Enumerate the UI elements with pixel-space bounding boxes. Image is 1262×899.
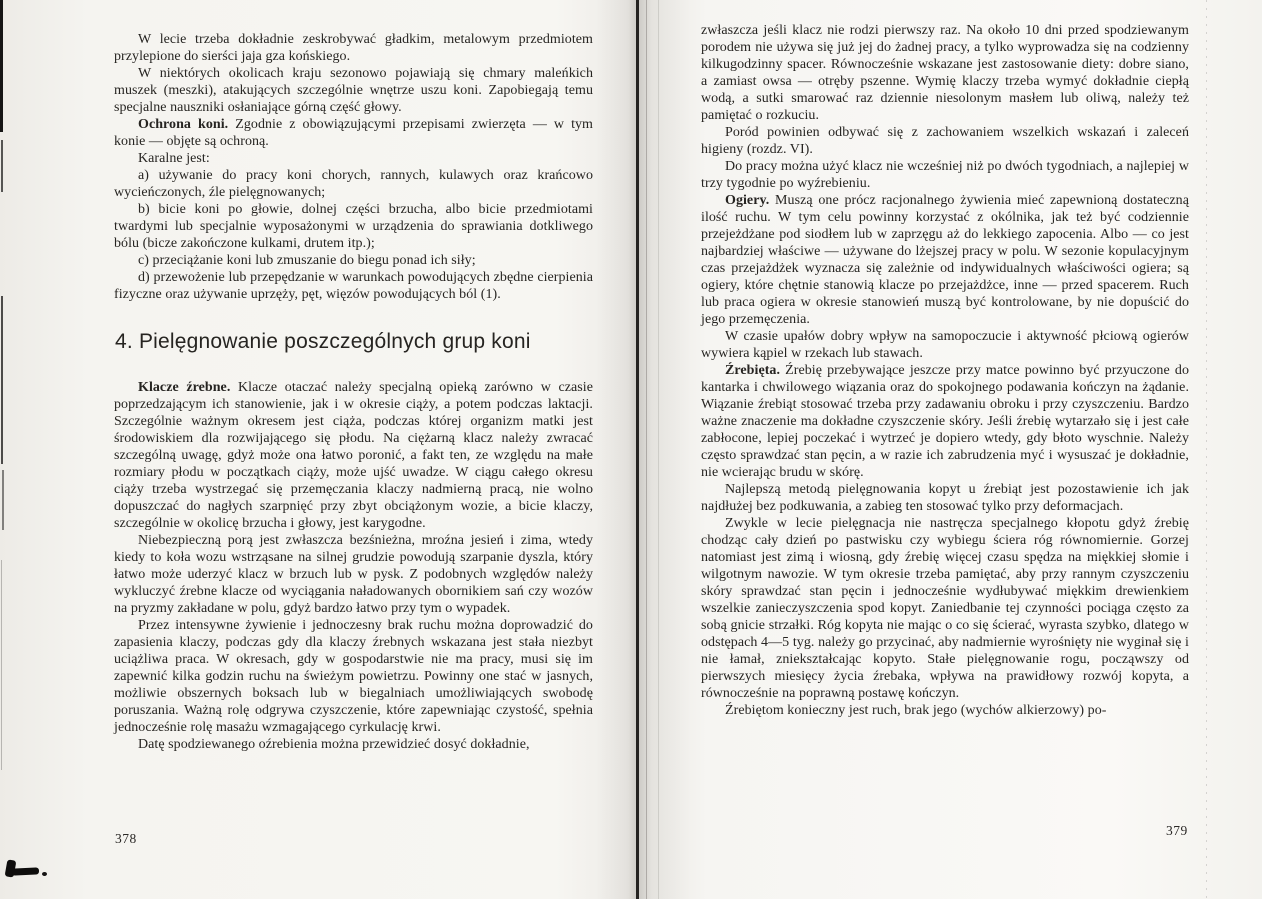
paragraph-text: Niebezpieczną porą jest zwłaszcza bezśnieżna, mroźna jesień i zima, wtedy kiedy to koła wozu wstrząsane na silnej grudzie powodują szarpanie dyszla, który łatwo może uderzyć klacz w brzuch lub w pysk. Z podobnych względów należy wykluczyć źrebne klacze od wyciągania naładowanych obornikiem sań czy wozów na pryzmy zakładane w polu, gdyż bardzo łatwo przy tym o wypadek. bbox=[114, 533, 593, 616]
paragraph-text: a) używanie do pracy koni chorych, rannych, kulawych oraz krańcowo wycieńczonych, źle pielęgnowanych; bbox=[114, 168, 593, 200]
paragraph-list-item-b bbox=[114, 201, 593, 252]
paragraph-text: b) bicie koni po głowie, dolnej części brzucha, albo bicie przedmiotami twardymi lub specjalnie wyposażonymi w urządzenia do sprawiania dotkliwego bólu (bicze zakończone kulkami, drutem itp.); bbox=[114, 202, 593, 251]
paragraph bbox=[114, 379, 593, 532]
paragraph-text: Źrebię przebywające jeszcze przy matce powinno być przyuczone do kantarka i chwilowego wiązania oraz do spokojnego podawania kończyn na żądanie. Wiązanie źrebiąt stosować trzeba przy zadawaniu obroku i przy czyszczeniu. Bardzo ważne znaczenie ma dokładne czyszczenie skóry. Jeśli źrebię wytarzało się i jest całe zabłocone, lepiej poczekać i wytrzeć je dopiero wtedy, gdy błoto wyschnie. Należy często sprawdzać stan pęcin, a w razie ich zabrudzenia myć i wysuszać je dokładnie, nie wcierając brudu w skórę. bbox=[701, 363, 1189, 480]
paragraph-list-item-d bbox=[114, 269, 593, 303]
paragraph-text: Najlepszą metodą pielęgnowania kopyt u źrebiąt jest pozostawienie ich jak najdłużej bez podkuwania, a zabieg ten stosować tylko przy deformacjach. bbox=[701, 482, 1189, 514]
paragraph bbox=[701, 702, 1189, 719]
right-page bbox=[701, 22, 1189, 719]
paragraph-text: Przez intensywne żywienie i jednoczesny brak ruchu można doprowadzić do zapasienia klaczy, podczas gdy dla klaczy źrebnych wskazana jest stała niezbyt uciążliwa praca. W okresach, gdy w gospodarstwie nie ma pracy, musi się im zapewnić kilka godzin ruchu na świeżym powietrzu. Powinny one stać w jasnych, możliwie obszernych boksach lub w biegalniach umożliwiających swobodę poruszania. Ważną rolę odgrywa czyszczenie, które zapewniając czystość, spełnia jednocześnie rolę masażu wzmagającego cyrkulację krwi. bbox=[114, 618, 593, 735]
book-gutter-line bbox=[658, 0, 659, 899]
paragraph bbox=[701, 124, 1189, 158]
paragraph-text: zwłaszcza jeśli klacz nie rodzi pierwszy raz. Na około 10 dni przed spodziewanym porodem nie używa się już jej do żadnej pracy, a tylko wyprowadza się na codzienny kilkugodzinny spacer. Równocześnie wskazane jest zastosowanie diety: dobre siano, a zamiast owsa — otręby pszenne. Wymię klaczy trzeba wymyć dokładnie ciepłą wodą, a sutki smarować raz dziennie niesolonym masłem lub oliwą, należy też pamiętać o rozkuciu. bbox=[701, 23, 1189, 123]
section-heading: 4. Pielęgnowanie poszczególnych grup koni bbox=[115, 330, 531, 353]
paragraph-text: Do pracy można użyć klacz nie wcześniej niż po dwóch tygodniach, a najlepiej w trzy tygodnie po wyźrebieniu. bbox=[701, 159, 1189, 191]
paragraph bbox=[701, 158, 1189, 192]
paragraph bbox=[114, 532, 593, 617]
book-gutter-shadow bbox=[596, 0, 692, 899]
paragraph bbox=[114, 150, 593, 167]
paragraph-lead: Ogiery. bbox=[725, 193, 770, 208]
paragraph bbox=[701, 362, 1189, 481]
book-gutter-line bbox=[636, 0, 639, 899]
paragraph-text: Źrebiętom konieczny jest ruch, brak jego (wychów alkierzowy) po- bbox=[725, 703, 1107, 718]
paragraph-text: Muszą one prócz racjonalnego żywienia mieć zapewnioną dostateczną ilość ruchu. W tym celu powinny korzystać z okólnika, jak też być codziennie przejeżdżane pod siodłem lub w zaprzęgu aż do lekkiego zapocenia. Albo — co jest najbardziej właściwe — używane do lżejszej pracy w polu. W sezonie kopulacyjnym czas przejażdżek wyznacza się zależnie od indywidualnych właściwości ogiera; są ogiery, które chętnie stanowią klacze po przejażdżce, inne — przed spacerem. Ruch lub praca ogiera w okresie stanowień muszą być kontrolowane, by nie dopuścić do jego przemęczenia. bbox=[701, 193, 1189, 327]
paragraph-text: Zwykle w lecie pielęgnacja nie nastręcza specjalnego kłopotu gdyż źrebię chodząc cały dzień po pastwisku czy wybiegu ściera róg równomiernie. Gorzej natomiast jest zimą i wiosną, gdy źrebię więcej czasu spędza na miękkiej słomie i wilgotnym nawozie. W tym okresie trzeba pamiętać, aby przy rannym czyszczeniu skóry sprawdzać stan pęcin i jednocześnie wydłubywać miękkim drewienkiem wszelkie zanieczyszczenia spod kopyt. Zaniedbanie tej czynności pociąga często za sobą gnicie strzałki. Róg kopyta nie mając o co się ścierać, wyrasta szybko, dlatego w odstępach 4—5 tyg. należy go przycinać, aby nadmiernie wyrośnięty nie wyginał się i nie łamał, zniekształcając kopyto. Stałe pielęgnowanie rogu, począwszy od pierwszych miesięcy życia źrebaka, wpływa na prawidłowy rozwój kopyta, a równocześnie na poprawną postawę kończyn. bbox=[701, 516, 1189, 701]
scan-edge-artifact bbox=[0, 0, 2, 88]
paragraph-text: Poród powinien odbywać się z zachowaniem wszelkich wskazań i zaleceń higieny (rozdz. VI). bbox=[701, 125, 1189, 157]
scan-edge-artifact bbox=[2, 470, 4, 530]
paragraph bbox=[114, 116, 593, 150]
scan-corner-mark bbox=[12, 867, 39, 875]
paragraph-text: d) przewożenie lub przepędzanie w warunkach powodujących zbędne cierpienia fizyczne oraz używanie uprzęży, pęt, więzów powodujących ból (1). bbox=[114, 270, 593, 302]
scan-edge-artifact bbox=[1, 296, 3, 464]
paragraph bbox=[701, 192, 1189, 328]
scan-edge-artifact bbox=[1, 560, 2, 770]
scan-corner-mark bbox=[42, 872, 47, 876]
paragraph bbox=[114, 617, 593, 736]
paragraph bbox=[701, 481, 1189, 515]
paragraph-text: W czasie upałów dobry wpływ na samopoczucie i aktywność płciową ogierów wywiera kąpiel w rzekach lub stawach. bbox=[701, 329, 1189, 361]
paragraph bbox=[701, 328, 1189, 362]
paragraph-text: W lecie trzeba dokładnie zeskrobywać gładkim, metalowym przedmiotem przylepione do sierści jaja gza końskiego. bbox=[114, 32, 593, 64]
paragraph bbox=[114, 736, 593, 753]
paragraph-text: Klacze otaczać należy specjalną opieką zarówno w czasie poprzedzającym ich stanowienie, jak i w okresie ciąży, a potem podczas laktacji. Szczególnie ważnym okresem jest ciąża, podczas której organizm matki jest środowiskiem dla rozwijającego się płodu. Na ciężarną klacz należy zwracać szczególną uwagę, gdyż może ona łatwo poronić, a fakt ten, ze względu na małe rozmiary płodu w początkach ciąży, może ujść uwadze. W ciągu całego okresu ciąży trzeba wystrzegać się przemęczania klaczy nadmierną pracą, nie wolno dopuszczać do nagłych szarpnięć przy zbyt obciążonym wozie, a bicie klaczy, szczególnie w okolicę brzucha i głowy, jest karygodne. bbox=[114, 380, 593, 531]
paragraph-text: Karalne jest: bbox=[138, 151, 210, 166]
page-number-right: 379 bbox=[1166, 823, 1188, 838]
paragraph-lead: Klacze źrebne. bbox=[138, 380, 231, 395]
paragraph-lead: Ochrona koni. bbox=[138, 117, 229, 132]
paragraph bbox=[114, 31, 593, 65]
paragraph-lead: Źrebięta. bbox=[725, 363, 781, 378]
paragraph-text: W niektórych okolicach kraju sezonowo pojawiają się chmary maleńkich muszek (meszki), atakujących szczególnie wnętrze uszu koni. Zapobiegają temu specjalne nauszniki osłaniające górną część głowy. bbox=[114, 66, 593, 115]
book-gutter-line bbox=[646, 0, 647, 899]
left-page bbox=[114, 31, 593, 753]
paragraph-list-item-c bbox=[114, 252, 593, 269]
paragraph-text: Datę spodziewanego oźrebienia można przewidzieć dosyć dokładnie, bbox=[138, 737, 530, 752]
paragraph-text: c) przeciążanie koni lub zmuszanie do biegu ponad ich siły; bbox=[138, 253, 476, 268]
paragraph-text: Zgodnie z obowiązującymi przepisami zwierzęta — w tym konie — objęte są ochroną. bbox=[114, 117, 593, 149]
scan-edge-dots bbox=[1206, 0, 1207, 899]
paragraph bbox=[114, 65, 593, 116]
page-number-left: 378 bbox=[115, 831, 137, 846]
paragraph bbox=[701, 515, 1189, 702]
paragraph-continuation bbox=[701, 22, 1189, 124]
scan-edge-artifact bbox=[1, 140, 3, 192]
paragraph-list-item-a bbox=[114, 167, 593, 201]
